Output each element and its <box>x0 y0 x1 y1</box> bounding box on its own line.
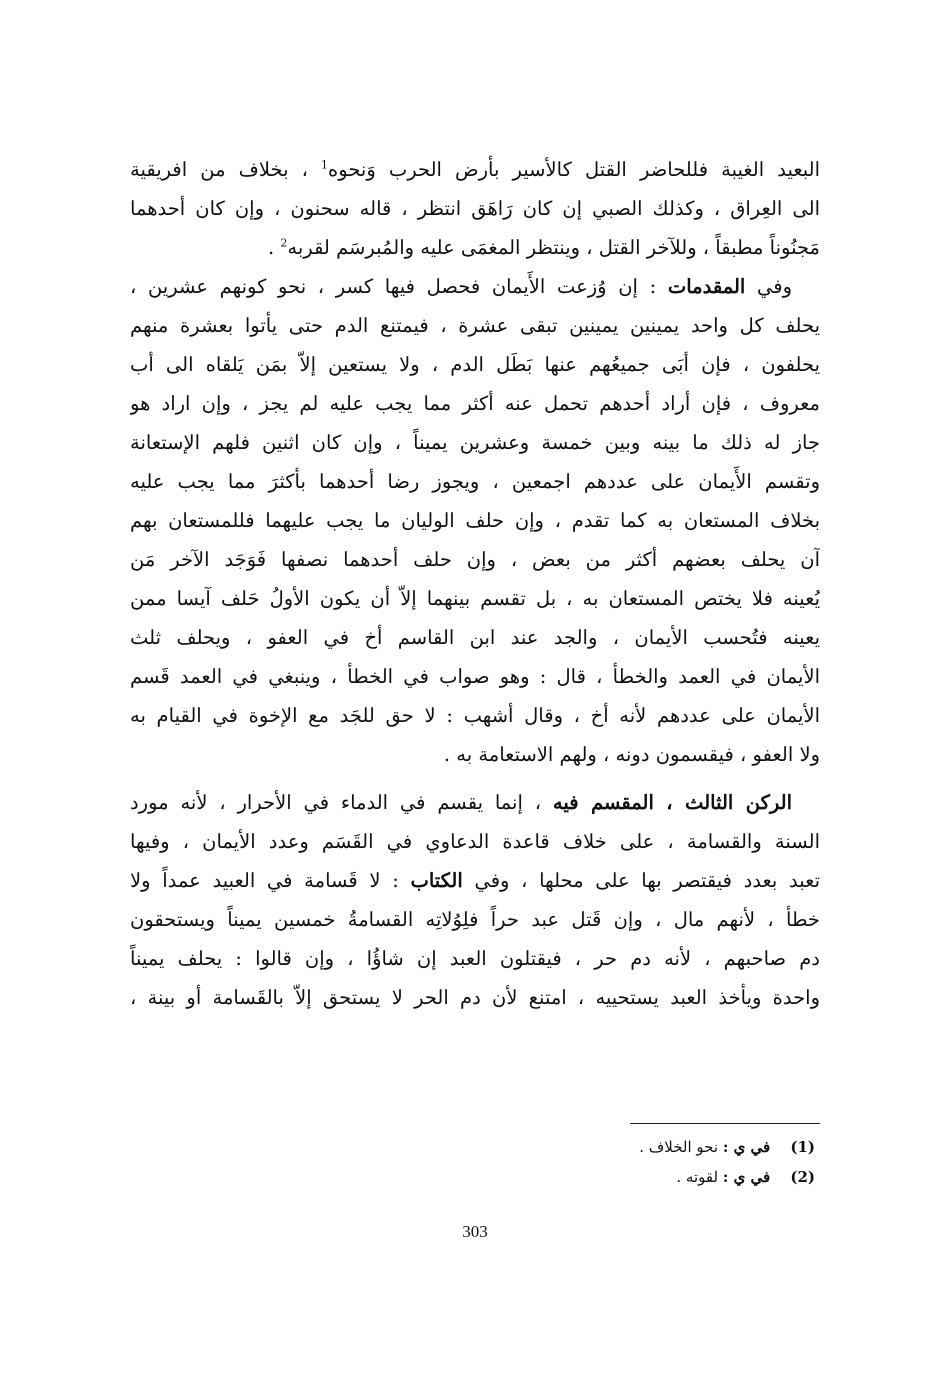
page-number: 303 <box>462 1222 488 1241</box>
footnote-ref[interactable]: 2 <box>280 236 288 250</box>
section-heading: الركن الثالث ، المقسم فيه <box>552 791 792 814</box>
text-line: آن يحلف بعضهم أكثر من بعض ، وإن حلف أحدهما نصفها فَوَجَد الآخر مَن <box>130 548 820 571</box>
text-line: مَجنُوناً مطبقاً ، وللآخر القتل ، وينتظر المغمَى عليه والمُبرسَم لقربه$^2$ . <box>268 236 820 259</box>
text-line: البعيد الغيبة فللحاضر القتل كالأسير بأرض الحرب وَنحوه$^1$ ، بخلاف من افريقية <box>130 158 820 181</box>
text-line: يحلف كل واحد يمينين يمينين تبقى عشرة ، فيمتنع الدم حتى يأتوا بعشرة منهم <box>130 314 820 337</box>
paragraph-gap <box>130 774 820 783</box>
text-line: دم صاحبهم ، لأنه دم حر ، فيقتلون العبد إن شاؤُا ، وإن قالوا : يحلف يميناً <box>130 947 820 970</box>
text-line: الأيمان في العمد والخطأ ، قال : وهو صواب في الخطأ ، وينبغي في العمد قَسم <box>130 665 820 688</box>
footnote-number: (2) <box>790 1168 815 1186</box>
text-line: وفي المقدمات : إن وُزعت الأَيمان فحصل فيها كسر ، نحو كونهم عشرين ، <box>130 275 793 298</box>
footnote-divider <box>630 1123 820 1124</box>
footnote-item <box>639 1132 815 1162</box>
footnote-source: في ي : <box>722 1168 771 1186</box>
text-line: وتقسم الأَيمان على عددهم اجمعين ، ويجوز رضا أحدهما بأكثرَ مما يجب عليه <box>130 470 820 493</box>
footnote-text: نحو الخلاف . <box>639 1138 719 1156</box>
text-line: يُعينه فلا يختص المستعان به ، بل تقسم بينهما إلاّ أن يكون الأولُ حَلف آيسا ممن <box>130 587 820 610</box>
text-line: السنة والقسامة ، على خلاف قاعدة الدعاوي في القَسَم وعدد الأيمان ، وفيها <box>130 830 820 853</box>
section-term: المقدمات <box>667 275 746 298</box>
text-line: بخلاف المستعان به كما تقدم ، وإن حلف الوليان ما يجب عليهما فللمستعان بهم <box>130 509 820 532</box>
text-line: معروف ، فإن أراد أحدهم تحمل عنه أكثر مما يجب عليه لم يجز ، وإن اراد هو <box>130 392 820 415</box>
text-line: يعينه فتُحسب الأيمان ، والجد عند ابن القاسم أخ في العفو ، ويحلف ثلث <box>130 626 820 649</box>
text-line: الأيمان على عددهم لأنه أخ ، وقال أشهب : لا حق للجَد مع الإخوة في القيام به <box>130 704 820 727</box>
text-line: ولا العفو ، فيقسمون دونه ، ولهم الاستعامة به . <box>443 743 820 766</box>
footnote-source: في ي : <box>722 1138 771 1156</box>
text-line: جاز له ذلك ما بينه وبين خمسة وعشرين يميناً ، وإن كان اثنين فلهم الإستعانة <box>130 431 820 454</box>
footnote-item <box>639 1162 815 1192</box>
text-line: خطأ ، لأنهم مال ، وإن قَتل عبد حراً فلِوُلاتِه القسامةُ خمسين يميناً ويستحقون <box>130 908 820 931</box>
footnotes <box>639 1132 815 1192</box>
text-line: الركن الثالث ، المقسم فيه ، إنما يقسم في الدماء في الأحرار ، لأنه مورد <box>130 791 792 814</box>
text-line: تعبد بعدد فيقتصر بها على محلها ، وفي الكتاب : لا قَسامة في العبيد عمداً ولا <box>130 869 820 892</box>
section-term: الكتاب <box>410 869 463 892</box>
footnote-text: لقوته . <box>676 1168 719 1186</box>
footnote-number: (1) <box>790 1138 815 1156</box>
main-text <box>130 150 820 1017</box>
text-line: واحدة ويأخذ العبد يستحييه ، امتنع لأن دم الحر لا يستحق إلاّ بالقَسامة أو بينة ، <box>130 986 820 1009</box>
footnote-ref[interactable]: 1 <box>321 158 329 172</box>
text-line: الى العِراق ، وكذلك الصبي إن كان رَاهَق انتظر ، قاله سحنون ، وإن كان أحدهما <box>130 197 820 220</box>
text-line: يحلفون ، فإن أبَى جميعُهم عنها بَطَل الدم ، ولا يستعين إلاّ بمَن يَلقاه الى أب <box>130 353 820 376</box>
